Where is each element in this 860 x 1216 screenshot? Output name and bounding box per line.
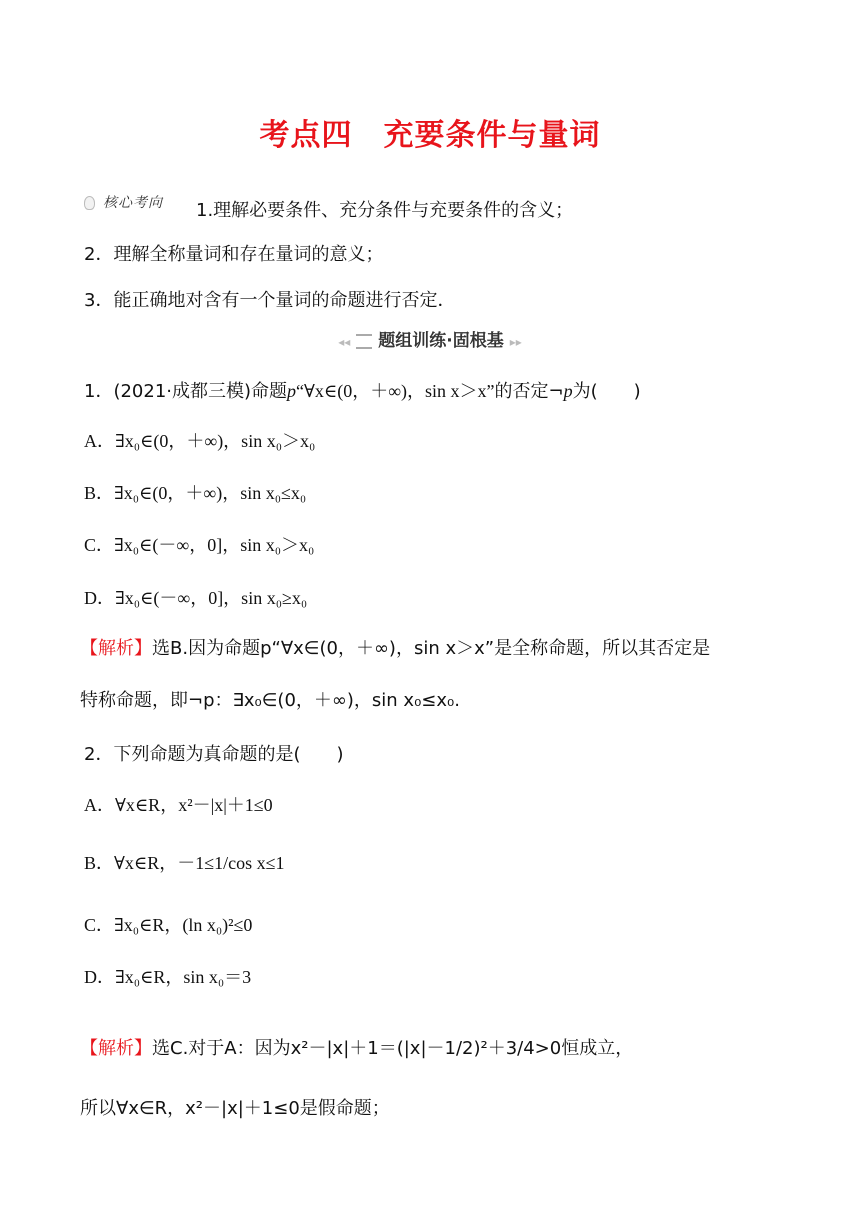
q2-analysis-line-1: 【解析】选C.对于A：因为x²－|x|＋1＝(|x|－1/2)²＋3/4>0恒成立， [80,1038,634,1059]
section-banner [0,326,860,351]
q1-stem: 1．(2021·成都三模)命题p“∀x∈(0，＋∞)，sin x＞x”的否定¬p为( ) [84,381,641,402]
q1-option-b: B．∃x₀∈(0，＋∞)，sin x₀≤x₀ [84,483,307,503]
double-arrow-right-icon: ▸▸ [509,335,522,349]
q1-analysis-line-1: 【解析】选B.因为命题p“∀x∈(0，＋∞)，sin x＞x”是全称命题，所以其否定是 [80,638,711,659]
objective-3: 3．能正确地对含有一个量词的命题进行否定． [84,290,456,311]
q1-analysis-line-2: 特称命题，即¬p：∃x₀∈(0，＋∞)，sin x₀≤x₀. [80,690,460,711]
q1-option-c: C．∃x₀∈(－∞，0]，sin x₀＞x₀ [84,535,315,555]
analysis-label: 【解析】 [80,1038,152,1059]
q2-option-c: C．∃x₀∈R，(ln x₀)²≤0 [84,915,253,935]
q2-option-d: D．∃x₀∈R，sin x₀＝3 [84,967,252,987]
q2-stem: 2．下列命题为真命题的是( ) [84,744,344,765]
q1-option-a: A．∃x₀∈(0，＋∞)，sin x₀＞x₀ [84,431,316,451]
objective-1: 1.理解必要条件、充分条件与充要条件的含义； [196,200,574,221]
q2-option-b: B．∀x∈R，－1≤1/cos x≤1 [84,853,285,873]
page-title: 考点四 充要条件与量词 [259,118,601,153]
q2-option-a: A．∀x∈R，x²－|x|＋1≤0 [84,795,273,815]
objective-2: 2．理解全称量词和存在量词的意义； [84,244,384,265]
analysis-label: 【解析】 [80,638,152,659]
double-arrow-left-icon: ◂◂ [338,335,351,349]
section-banner-label: 题组训练·固根基 [378,331,504,351]
q1-option-d: D．∃x₀∈(－∞，0]，sin x₀≥x₀ [84,588,308,608]
lightbulb-icon [84,196,95,210]
core-tag-label: 核心考向 [103,195,163,211]
core-tag [84,192,163,212]
q2-analysis-line-2: 所以∀x∈R，x²－|x|＋1≤0是假命题； [80,1098,390,1119]
book-icon [356,334,372,349]
